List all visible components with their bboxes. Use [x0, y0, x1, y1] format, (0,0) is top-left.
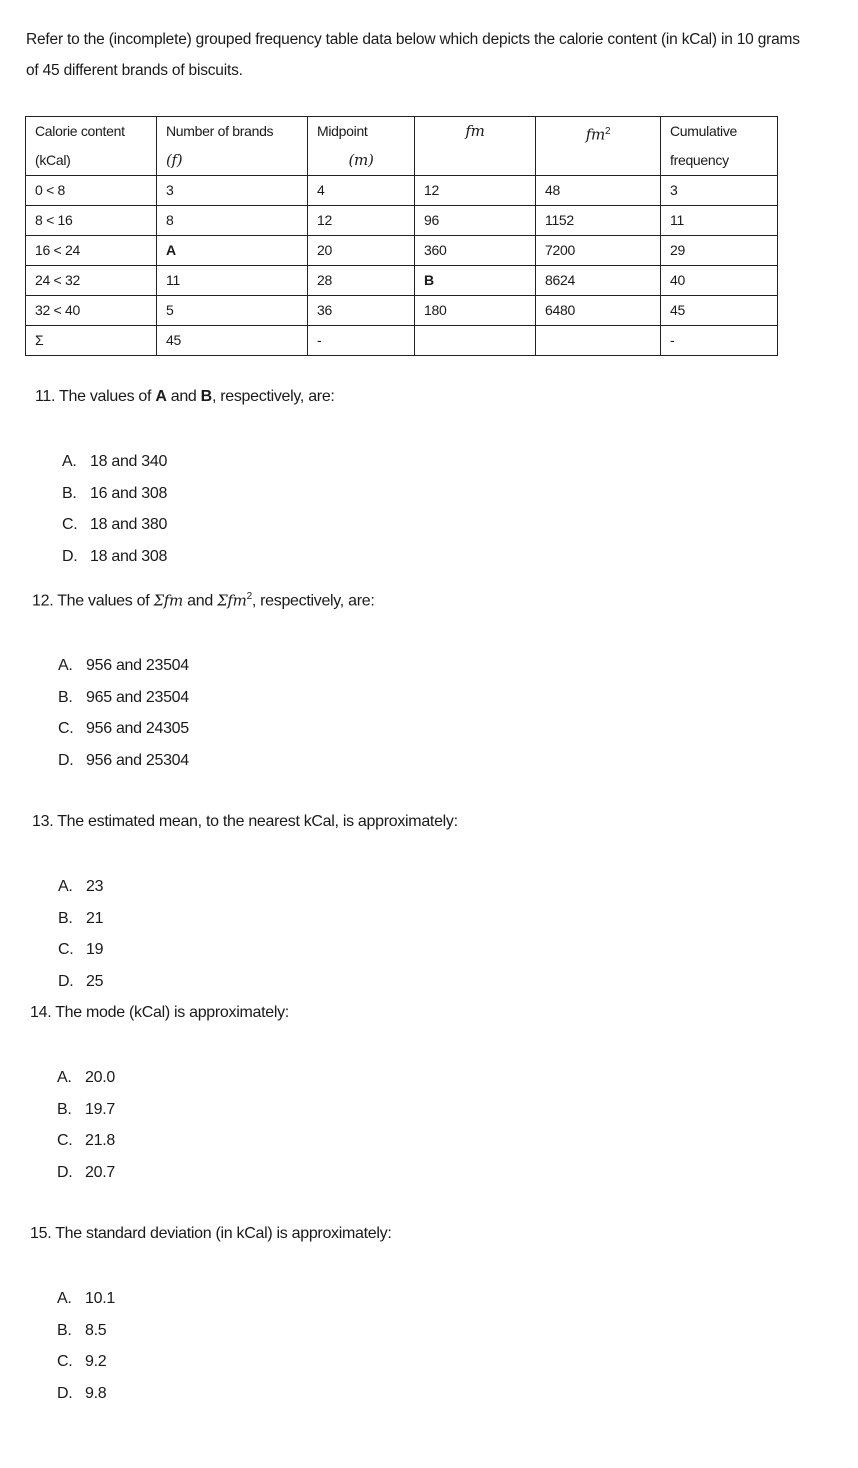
option-letter: C. [58, 720, 74, 738]
table-row [26, 296, 778, 326]
option-text: 9.8 [85, 1385, 107, 1403]
cell-m: 20 [308, 236, 415, 266]
header-fm2-label: fm [585, 125, 605, 144]
q11-option-a[interactable] [62, 451, 167, 483]
q11-option-b[interactable] [62, 483, 167, 515]
cell-cf: 3 [661, 176, 778, 206]
header-midpoint-line2: (m) [348, 151, 374, 169]
cell-total-cf: - [661, 326, 778, 356]
cell-fm2: 6480 [536, 296, 661, 326]
q11-pre: 11. The values of [35, 388, 156, 405]
option-text: 10.1 [85, 1290, 115, 1307]
header-midpoint-line1: Midpoint [317, 123, 368, 139]
option-text: 18 and 380 [90, 516, 168, 534]
option-text: 9.2 [85, 1353, 107, 1371]
header-calorie-content-line1: Calorie content [35, 123, 125, 139]
option-text: 956 and 23504 [86, 657, 189, 674]
header-fm2-sup: 2 [604, 126, 611, 137]
cell-m: 28 [308, 266, 415, 296]
option-letter: A. [58, 657, 73, 674]
q11-and: and [166, 388, 201, 405]
table-row [26, 176, 778, 206]
frequency-table [25, 116, 778, 356]
q14-option-b[interactable] [57, 1099, 115, 1131]
option-letter: C. [62, 516, 78, 534]
q12-post: , respectively, are: [251, 592, 375, 610]
option-text: 21.8 [85, 1132, 115, 1150]
q11-option-d[interactable] [62, 546, 167, 578]
cell-range: 24 < 32 [26, 266, 157, 296]
cell-range: 16 < 24 [26, 236, 157, 266]
header-fm [415, 117, 536, 176]
cell-f: 5 [157, 296, 308, 326]
cell-total-fm [415, 326, 536, 356]
cell-fm2: 7200 [536, 236, 661, 266]
q12-option-b[interactable] [58, 687, 189, 719]
question-11 [35, 388, 335, 406]
option-text: 956 and 25304 [86, 752, 189, 770]
cell-total-f: 45 [157, 326, 308, 356]
table-row [26, 236, 778, 266]
option-text: 20.0 [85, 1069, 115, 1086]
cell-f: 11 [157, 266, 308, 296]
table-header-row [26, 117, 778, 176]
option-letter: B. [58, 688, 73, 706]
q11-post: , respectively, are: [211, 388, 335, 405]
option-letter: D. [57, 1385, 73, 1403]
cell-range: 0 < 8 [26, 176, 157, 206]
header-cumulative-frequency [661, 117, 778, 176]
q14-option-a[interactable] [57, 1067, 115, 1099]
cell-fm-unknown-b: B [415, 266, 536, 296]
q12-math2-sup: 2 [246, 591, 252, 602]
q15-option-d[interactable] [57, 1383, 115, 1415]
option-letter: B. [62, 484, 77, 502]
option-letter: B. [57, 1100, 72, 1118]
q13-option-a[interactable] [58, 876, 103, 908]
option-letter: D. [62, 548, 78, 566]
option-text: 18 and 308 [90, 548, 168, 566]
header-fm2-wrap [545, 117, 651, 150]
q12-math1: Σfm [153, 591, 183, 610]
q14-options [57, 1067, 115, 1194]
header-cumulative-line1: Cumulative [670, 123, 738, 139]
header-number-of-brands-line1: Number of brands [166, 123, 274, 139]
cell-fm2: 1152 [536, 206, 661, 236]
cell-cf: 40 [661, 266, 778, 296]
cell-fm2: 48 [536, 176, 661, 206]
header-fm-label: fm [465, 122, 485, 140]
option-letter: A. [62, 453, 77, 470]
cell-total-label: Σ [26, 326, 157, 356]
option-text: 18 and 340 [90, 453, 168, 470]
cell-m: 12 [308, 206, 415, 236]
option-text: 16 and 308 [90, 484, 168, 502]
option-text: 956 and 24305 [86, 720, 189, 738]
q15-options [57, 1288, 115, 1415]
header-number-of-brands [157, 117, 308, 176]
cell-range: 8 < 16 [26, 206, 157, 236]
question-13: 13. The estimated mean, to the nearest kCal, is approximately: [32, 813, 458, 830]
cell-fm: 180 [415, 296, 536, 326]
q14-option-c[interactable] [57, 1130, 115, 1162]
cell-total-fm2 [536, 326, 661, 356]
option-letter: D. [57, 1164, 73, 1182]
cell-fm: 360 [415, 236, 536, 266]
option-letter: C. [58, 941, 74, 959]
option-letter: B. [58, 909, 73, 927]
table-row [26, 206, 778, 236]
intro-paragraph: Refer to the (incomplete) grouped frequency table data below which depicts the calorie content (in kCal) in 10 grams of 45 different brands of biscuits. [26, 31, 800, 79]
q13-options [58, 876, 103, 1003]
header-midpoint [308, 117, 415, 176]
header-calorie-content [26, 117, 157, 176]
option-letter: A. [58, 878, 73, 895]
q15-option-c[interactable] [57, 1351, 115, 1383]
q12-option-c[interactable] [58, 718, 189, 750]
q11-options [62, 451, 167, 578]
option-letter: A. [57, 1290, 72, 1307]
cell-fm2: 8624 [536, 266, 661, 296]
q11-option-c[interactable] [62, 514, 167, 546]
q12-option-d[interactable] [58, 750, 189, 782]
cell-f-unknown-a: A [157, 236, 308, 266]
q11-a: A [155, 388, 167, 405]
cell-m: 36 [308, 296, 415, 326]
q12-math2: Σfm [217, 591, 247, 610]
cell-range: 32 < 40 [26, 296, 157, 326]
q13-option-d[interactable] [58, 971, 103, 1003]
q14-option-d[interactable] [57, 1162, 115, 1194]
option-text: 19 [86, 941, 104, 959]
cell-fm: 12 [415, 176, 536, 206]
option-letter: D. [58, 752, 74, 770]
option-letter: A. [57, 1069, 72, 1086]
header-fm2 [536, 117, 661, 176]
option-text: 23 [86, 878, 104, 895]
cell-m: 4 [308, 176, 415, 206]
header-number-of-brands-line2: (f) [166, 151, 183, 169]
q12-and: and [182, 592, 218, 610]
option-letter: C. [57, 1353, 73, 1371]
table-total-row [26, 326, 778, 356]
question-15: 15. The standard deviation (in kCal) is approximately: [30, 1225, 392, 1242]
table-row [26, 266, 778, 296]
question-14: 14. The mode (kCal) is approximately: [30, 1004, 289, 1021]
q15-option-b[interactable] [57, 1320, 115, 1352]
cell-cf: 29 [661, 236, 778, 266]
option-letter: D. [58, 973, 74, 991]
q12-option-a[interactable] [58, 655, 189, 687]
q13-option-c[interactable] [58, 939, 103, 971]
q13-option-b[interactable] [58, 908, 103, 940]
option-text: 21 [86, 909, 104, 927]
cell-cf: 45 [661, 296, 778, 326]
cell-f: 8 [157, 206, 308, 236]
option-text: 19.7 [85, 1100, 115, 1118]
option-letter: C. [57, 1132, 73, 1150]
cell-cf: 11 [661, 206, 778, 236]
q15-option-a[interactable] [57, 1288, 115, 1320]
header-cumulative-line2: frequency [670, 152, 729, 168]
option-text: 965 and 23504 [86, 688, 189, 706]
q12-pre: 12. The values of [32, 592, 154, 610]
option-text: 25 [86, 973, 104, 991]
cell-fm: 96 [415, 206, 536, 236]
header-calorie-content-line2: (kCal) [35, 152, 71, 168]
cell-f: 3 [157, 176, 308, 206]
cell-total-m: - [308, 326, 415, 356]
q11-b: B [200, 388, 212, 405]
option-letter: B. [57, 1321, 72, 1339]
option-text: 8.5 [85, 1321, 107, 1339]
option-text: 20.7 [85, 1164, 115, 1182]
question-12 [32, 591, 374, 610]
q12-options [58, 655, 189, 782]
